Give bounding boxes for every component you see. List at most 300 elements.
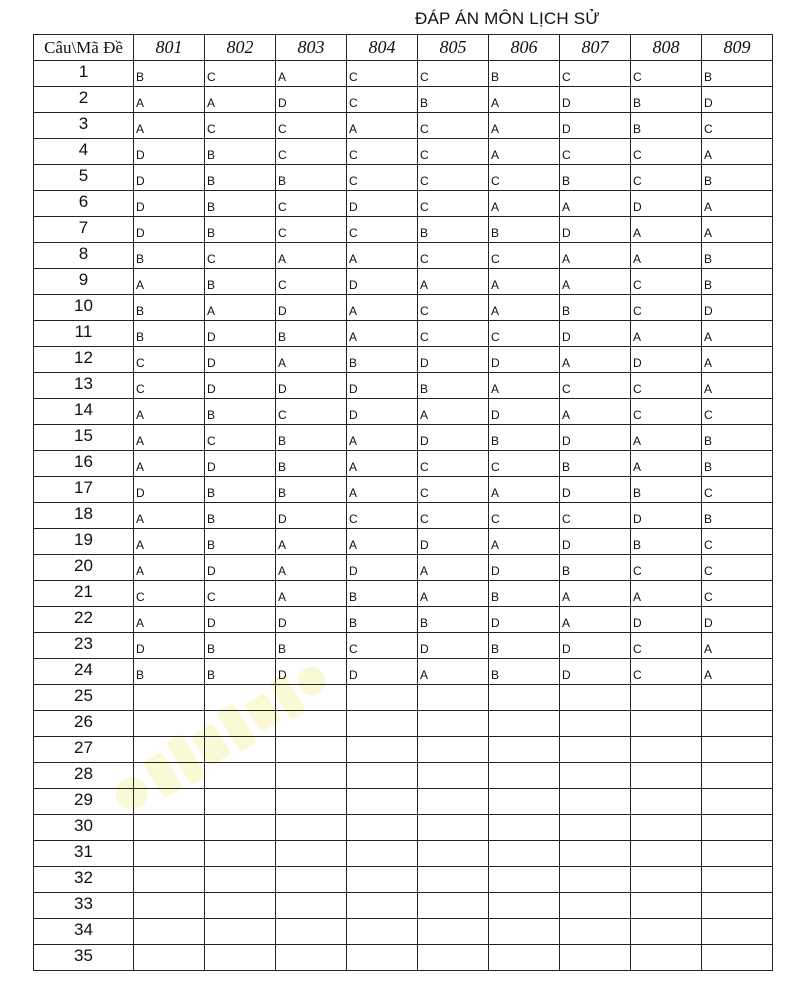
answer-cell [205,789,276,815]
answer-cell: A [205,295,276,321]
answer-cell [560,685,631,711]
answer-cell: D [205,373,276,399]
answer-cell: C [560,139,631,165]
question-number: 23 [34,633,134,659]
question-number: 20 [34,555,134,581]
answer-cell: C [489,451,560,477]
answer-cell: B [347,607,418,633]
answer-cell [560,763,631,789]
answer-cell: C [347,165,418,191]
exam-code-header: 805 [418,35,489,61]
answer-cell [347,737,418,763]
question-number: 24 [34,659,134,685]
exam-code-header: 804 [347,35,418,61]
answer-cell: A [702,659,773,685]
table-row [34,139,773,165]
answer-cell: B [205,217,276,243]
answer-cell: A [702,139,773,165]
answer-cell [631,737,702,763]
answer-cell [276,945,347,971]
answer-cell [134,711,205,737]
answer-cell: D [134,633,205,659]
answer-cell [205,867,276,893]
answer-cell: C [347,217,418,243]
table-row [34,295,773,321]
answer-cell [702,711,773,737]
answer-cell [347,945,418,971]
answer-cell [276,789,347,815]
answer-cell: A [489,113,560,139]
answer-cell [276,841,347,867]
answer-cell [276,867,347,893]
question-number: 10 [34,295,134,321]
answer-cell [347,841,418,867]
answer-cell [702,685,773,711]
answer-cell: B [489,659,560,685]
answer-cell: D [347,191,418,217]
answer-cell: C [418,61,489,87]
question-number: 2 [34,87,134,113]
answer-cell: C [276,139,347,165]
answer-cell: D [560,633,631,659]
question-number: 7 [34,217,134,243]
answer-cell: A [134,503,205,529]
answer-cell [276,685,347,711]
answer-cell [347,919,418,945]
answer-cell: D [276,87,347,113]
answer-cell: B [560,555,631,581]
answer-cell: B [205,477,276,503]
answer-cell [560,867,631,893]
table-row [34,607,773,633]
question-number: 21 [34,581,134,607]
answer-cell: C [205,243,276,269]
question-number: 28 [34,763,134,789]
answer-cell: C [276,113,347,139]
exam-code-header: 801 [134,35,205,61]
answer-cell: A [347,477,418,503]
answer-cell: A [702,321,773,347]
answer-cell [631,711,702,737]
answer-cell [418,763,489,789]
question-number: 15 [34,425,134,451]
question-number: 1 [34,61,134,87]
exam-code-header: 803 [276,35,347,61]
answer-cell: C [560,373,631,399]
answer-cell [276,763,347,789]
table-row [34,399,773,425]
answer-cell [489,919,560,945]
answer-cell [134,789,205,815]
answer-cell: B [631,87,702,113]
answer-cell [347,789,418,815]
answer-cell: D [134,217,205,243]
answer-cell: D [489,347,560,373]
answer-cell: D [560,87,631,113]
answer-cell: B [205,503,276,529]
answer-cell [702,867,773,893]
answer-cell: A [489,191,560,217]
answer-cell: A [134,399,205,425]
answer-cell: A [134,529,205,555]
question-number: 11 [34,321,134,347]
answer-cell: B [560,295,631,321]
answer-cell [702,737,773,763]
answer-cell: A [702,347,773,373]
answer-cell: B [631,529,702,555]
answer-cell: C [702,399,773,425]
table-row [34,243,773,269]
answer-cell: D [631,347,702,373]
answer-cell: D [631,191,702,217]
answer-cell [205,737,276,763]
answer-cell: C [702,477,773,503]
answer-cell: B [205,269,276,295]
answer-cell: D [205,451,276,477]
answer-cell [276,711,347,737]
answer-cell: B [134,321,205,347]
answer-cell: D [560,321,631,347]
answer-cell: A [702,373,773,399]
answer-cell: C [489,321,560,347]
answer-cell: A [489,529,560,555]
answer-cell: A [347,529,418,555]
answer-cell [631,815,702,841]
answer-cell [205,711,276,737]
answer-cell: B [347,581,418,607]
answer-cell: C [631,633,702,659]
answer-cell: D [560,425,631,451]
answer-cell: D [347,399,418,425]
answer-cell [631,763,702,789]
answer-cell: B [205,191,276,217]
answer-cell: A [560,243,631,269]
table-row [34,581,773,607]
header-row [34,35,773,61]
answer-cell: A [418,581,489,607]
answer-cell: A [347,425,418,451]
question-number: 27 [34,737,134,763]
answer-cell: C [418,503,489,529]
answer-cell: A [347,295,418,321]
question-number: 12 [34,347,134,373]
answer-cell: D [347,555,418,581]
question-number: 35 [34,945,134,971]
answer-cell [560,789,631,815]
answer-cell [631,867,702,893]
answer-cell: D [205,555,276,581]
answer-cell: A [560,399,631,425]
answer-cell: C [134,581,205,607]
table-row [34,685,773,711]
table-row [34,893,773,919]
answer-cell: B [702,425,773,451]
answer-cell: C [418,165,489,191]
table-row [34,217,773,243]
answer-cell: B [631,477,702,503]
exam-code-header: 808 [631,35,702,61]
question-number: 22 [34,607,134,633]
answer-cell [205,841,276,867]
answer-cell: A [276,61,347,87]
answer-cell: B [205,529,276,555]
answer-cell: A [702,217,773,243]
table-row [34,191,773,217]
question-number: 19 [34,529,134,555]
question-number: 17 [34,477,134,503]
answer-cell: B [489,633,560,659]
answer-cell: C [631,269,702,295]
table-row [34,321,773,347]
answer-cell: A [560,269,631,295]
answer-cell [134,763,205,789]
answer-cell: C [702,555,773,581]
answer-cell: B [205,139,276,165]
question-number: 26 [34,711,134,737]
table-row [34,737,773,763]
question-number: 29 [34,789,134,815]
question-number: 9 [34,269,134,295]
answer-cell: C [631,555,702,581]
answer-cell: D [631,607,702,633]
table-row [34,61,773,87]
answer-cell: C [347,139,418,165]
answer-cell: C [418,477,489,503]
table-row [34,789,773,815]
answer-cell: B [205,165,276,191]
answer-cell [134,919,205,945]
answer-cell: C [347,61,418,87]
answer-cell: B [702,451,773,477]
answer-cell: B [702,269,773,295]
table-row [34,711,773,737]
answer-cell: B [702,165,773,191]
answer-cell: D [276,503,347,529]
answer-cell: A [276,347,347,373]
answer-cell: D [276,295,347,321]
table-row [34,165,773,191]
answer-cell: A [489,477,560,503]
answer-cell: C [489,165,560,191]
answer-cell: D [560,113,631,139]
answer-cell: D [489,607,560,633]
exam-code-header: 806 [489,35,560,61]
answer-cell: A [276,555,347,581]
answer-cell: B [347,347,418,373]
answer-cell [489,789,560,815]
answer-cell [702,945,773,971]
answer-cell: B [702,243,773,269]
table-row [34,841,773,867]
answer-cell: C [560,503,631,529]
answer-cell: A [134,451,205,477]
answer-cell: C [205,61,276,87]
answer-cell: D [205,607,276,633]
question-number: 30 [34,815,134,841]
answer-cell [347,711,418,737]
answer-cell: D [205,347,276,373]
answer-cell [134,945,205,971]
answer-cell: C [134,373,205,399]
question-number: 25 [34,685,134,711]
answer-cell [134,737,205,763]
answer-cell: A [560,347,631,373]
answer-cell: B [276,165,347,191]
answer-cell: B [631,113,702,139]
answer-cell [205,815,276,841]
answer-cell [489,711,560,737]
answer-cell: D [489,555,560,581]
answer-cell [134,815,205,841]
answer-cell: C [205,113,276,139]
answer-cell: B [276,451,347,477]
answer-cell: C [418,191,489,217]
answer-cell [489,685,560,711]
answer-cell: A [134,113,205,139]
table-row [34,867,773,893]
table-row [34,451,773,477]
answer-cell [134,685,205,711]
answer-cell: C [347,503,418,529]
answer-cell: D [560,217,631,243]
answer-cell: B [489,61,560,87]
table-row [34,503,773,529]
answer-cell: C [276,399,347,425]
question-number: 4 [34,139,134,165]
answer-cell: A [418,399,489,425]
answer-cell: B [418,87,489,113]
answer-cell: A [276,243,347,269]
table-row [34,919,773,945]
answer-cell [276,815,347,841]
answer-cell: C [276,217,347,243]
answer-cell: C [347,87,418,113]
answer-cell: C [631,165,702,191]
answer-cell: A [134,425,205,451]
answer-cell: C [631,659,702,685]
answer-cell: C [418,321,489,347]
answer-cell: A [134,607,205,633]
question-number: 8 [34,243,134,269]
answer-cell: D [276,659,347,685]
answer-cell: B [489,425,560,451]
answer-cell: D [702,87,773,113]
answer-cell [560,893,631,919]
answer-cell [418,815,489,841]
answer-cell [205,893,276,919]
answer-cell: B [276,633,347,659]
answer-cell: A [631,321,702,347]
answer-cell: D [134,139,205,165]
answer-cell: C [205,581,276,607]
question-number: 6 [34,191,134,217]
answer-cell [418,711,489,737]
answer-cell [702,919,773,945]
answer-cell: B [418,217,489,243]
answer-cell [276,893,347,919]
answer-cell [489,945,560,971]
corner-header: Câu\Mã Đề [34,35,134,61]
answer-cell [489,815,560,841]
answer-cell: A [347,321,418,347]
answer-cell: A [134,269,205,295]
table-row [34,477,773,503]
exam-code-header: 807 [560,35,631,61]
answer-cell: A [347,451,418,477]
answer-cell [489,841,560,867]
answer-cell: D [489,399,560,425]
answer-cell [702,789,773,815]
answer-cell [418,789,489,815]
table-row [34,113,773,139]
answer-cell [134,893,205,919]
table-row [34,425,773,451]
answer-cell: B [418,373,489,399]
answer-cell: D [347,373,418,399]
answer-cell: B [205,633,276,659]
answer-cell [489,867,560,893]
answer-cell: C [631,399,702,425]
answer-cell: B [702,61,773,87]
answer-cell: C [347,633,418,659]
table-row [34,87,773,113]
answer-cell [560,815,631,841]
answer-cell [631,841,702,867]
question-number: 3 [34,113,134,139]
question-number: 14 [34,399,134,425]
answer-cell: A [560,581,631,607]
answer-cell: C [276,269,347,295]
question-number: 16 [34,451,134,477]
answer-cell: B [134,659,205,685]
answer-cell [205,945,276,971]
answer-cell [418,737,489,763]
table-row [34,945,773,971]
answer-cell [418,867,489,893]
answer-cell: B [276,321,347,347]
answer-cell: D [276,373,347,399]
answer-cell: C [418,113,489,139]
answer-cell [560,737,631,763]
table-row [34,347,773,373]
answer-cell: D [418,347,489,373]
answer-cell: C [560,61,631,87]
answer-cell: A [489,373,560,399]
answer-cell [347,893,418,919]
answer-cell: C [631,139,702,165]
answer-cell [418,919,489,945]
answer-cell: A [489,269,560,295]
answer-cell: C [276,191,347,217]
table-row [34,763,773,789]
answer-cell: B [560,451,631,477]
answer-cell: C [702,529,773,555]
table-row [34,659,773,685]
answer-cell: C [702,581,773,607]
answer-cell: D [560,659,631,685]
answer-cell [134,867,205,893]
answer-cell: A [347,243,418,269]
answer-cell [418,945,489,971]
answer-cell: A [631,425,702,451]
answer-cell: A [276,581,347,607]
answer-cell: B [205,399,276,425]
question-number: 34 [34,919,134,945]
answer-cell: D [560,477,631,503]
answer-cell: B [702,503,773,529]
answer-cell: B [276,477,347,503]
answer-cell: A [205,87,276,113]
